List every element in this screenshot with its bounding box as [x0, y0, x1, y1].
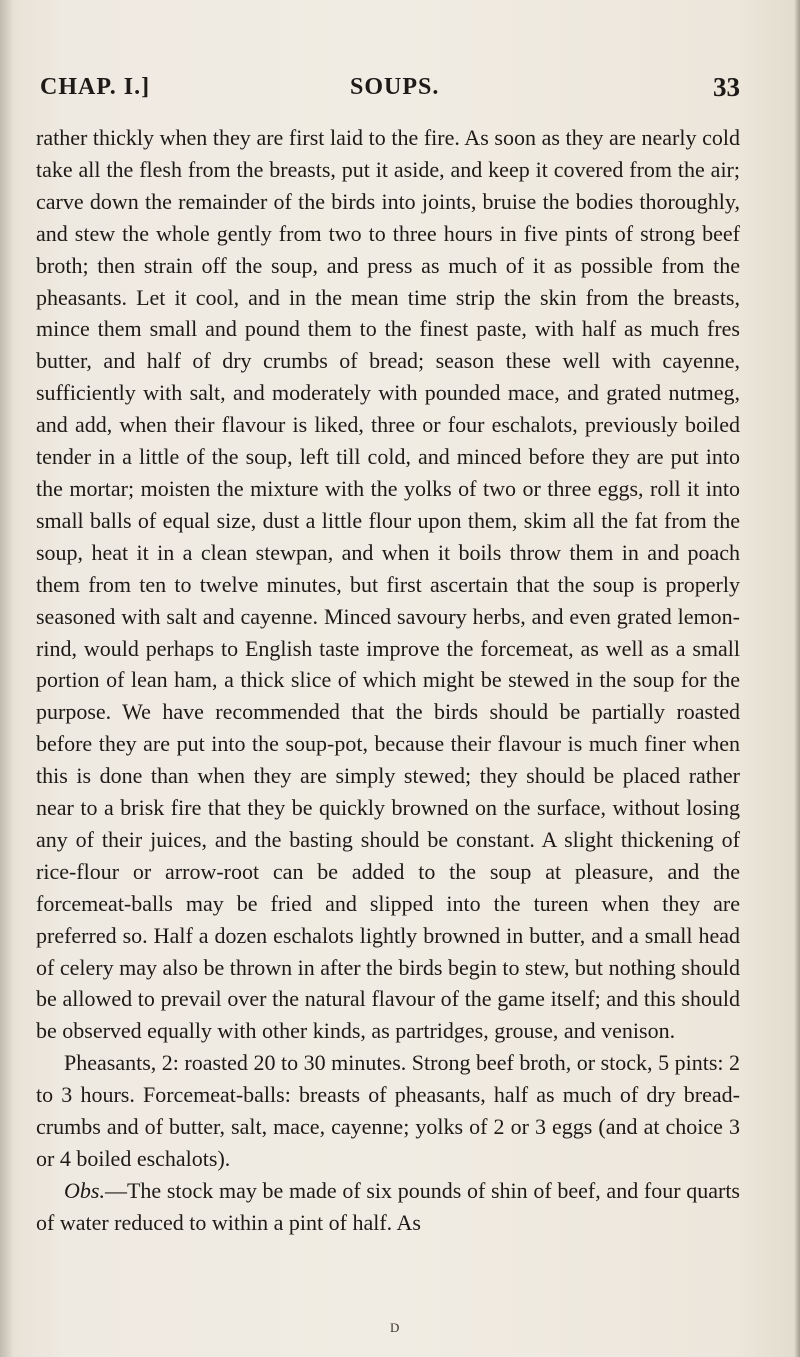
- obs-label: Obs.: [64, 1177, 105, 1203]
- page-number: 33: [713, 72, 740, 102]
- page-edge-shadow: [794, 0, 800, 1357]
- obs-text: —The stock may be made of six pounds of shin of beef, and four quarts of water reduced to within a pint of half. As: [36, 1177, 740, 1235]
- chapter-label: CHAP. I.]: [40, 74, 151, 100]
- spine-shadow: [0, 0, 14, 1357]
- body-text: [36, 122, 740, 1239]
- paragraph-continued: rather thickly when they are first laid to the fire. As soon as they are nearly cold take all the flesh from the breasts, put it aside, and keep it covered from the air; carve down the remainder of the birds into joints, bruise the bodies thoroughly, and stew the whole gently from two to three hours in five pints of strong beef broth; then strain off the soup, and press as much of it as possible from the pheasants. Let it cool, and in the mean time strip the skin from the breasts, mince them small and pound them to the finest paste, with half as much fres butter, and half of dry crumbs of bread; season these well with cayenne, sufficiently with salt, and moderately with pounded mace, and grated nutmeg, and add, when their flavour is liked, three or four eschalots, previously boiled tender in a little of the soup, left till cold, and minced before they are put into the mortar; moisten the mixture with the yolks of two or three eggs, roll it into small balls of equal size, dust a little flour upon them, skim all the fat from the soup, heat it in a clean stewpan, and when it boils throw them in and poach them from ten to twelve minutes, but first ascertain that the soup is properly seasoned with salt and cayenne. Minced savoury herbs, and even grated lemon-rind, would perhaps to English taste improve the forcemeat, as well as a small portion of lean ham, a thick slice of which might be stewed in the soup for the purpose. We have recommended that the birds should be partially roasted before they are put into the soup-pot, because their flavour is much finer when this is done than when they are simply stewed; they should be placed rather near to a brisk fire that they be quickly browned on the surface, without losing any of their juices, and the basting should be constant. A slight thickening of rice-flour or arrow-root can be added to the soup at pleasure, and the forcemeat-balls may be fried and slipped into the tureen when they are preferred so. Half a dozen eschalots lightly browned in butter, and a small head of celery may also be thrown in after the birds begin to stew, but nothing should be allowed to prevail over the natural flavour of the game itself; and this should be observed equally with other kinds, as partridges, grouse, and venison.: [36, 125, 740, 1044]
- paragraph-obs: [36, 1175, 740, 1239]
- running-header: [40, 66, 740, 106]
- signature-mark: D: [390, 1320, 400, 1335]
- paragraph-quantities: Pheasants, 2: roasted 20 to 30 minutes. Strong beef broth, or stock, 5 pints: 2 to 3 hours. Forcemeat-balls: breasts of pheasants, half as much of dry bread-crumbs and of butter, salt, mace, cayenne; yolks of 2 or 3 eggs (and at choice 3 or 4 boiled eschalots).: [36, 1050, 740, 1171]
- section-title: SOUPS.: [350, 74, 440, 100]
